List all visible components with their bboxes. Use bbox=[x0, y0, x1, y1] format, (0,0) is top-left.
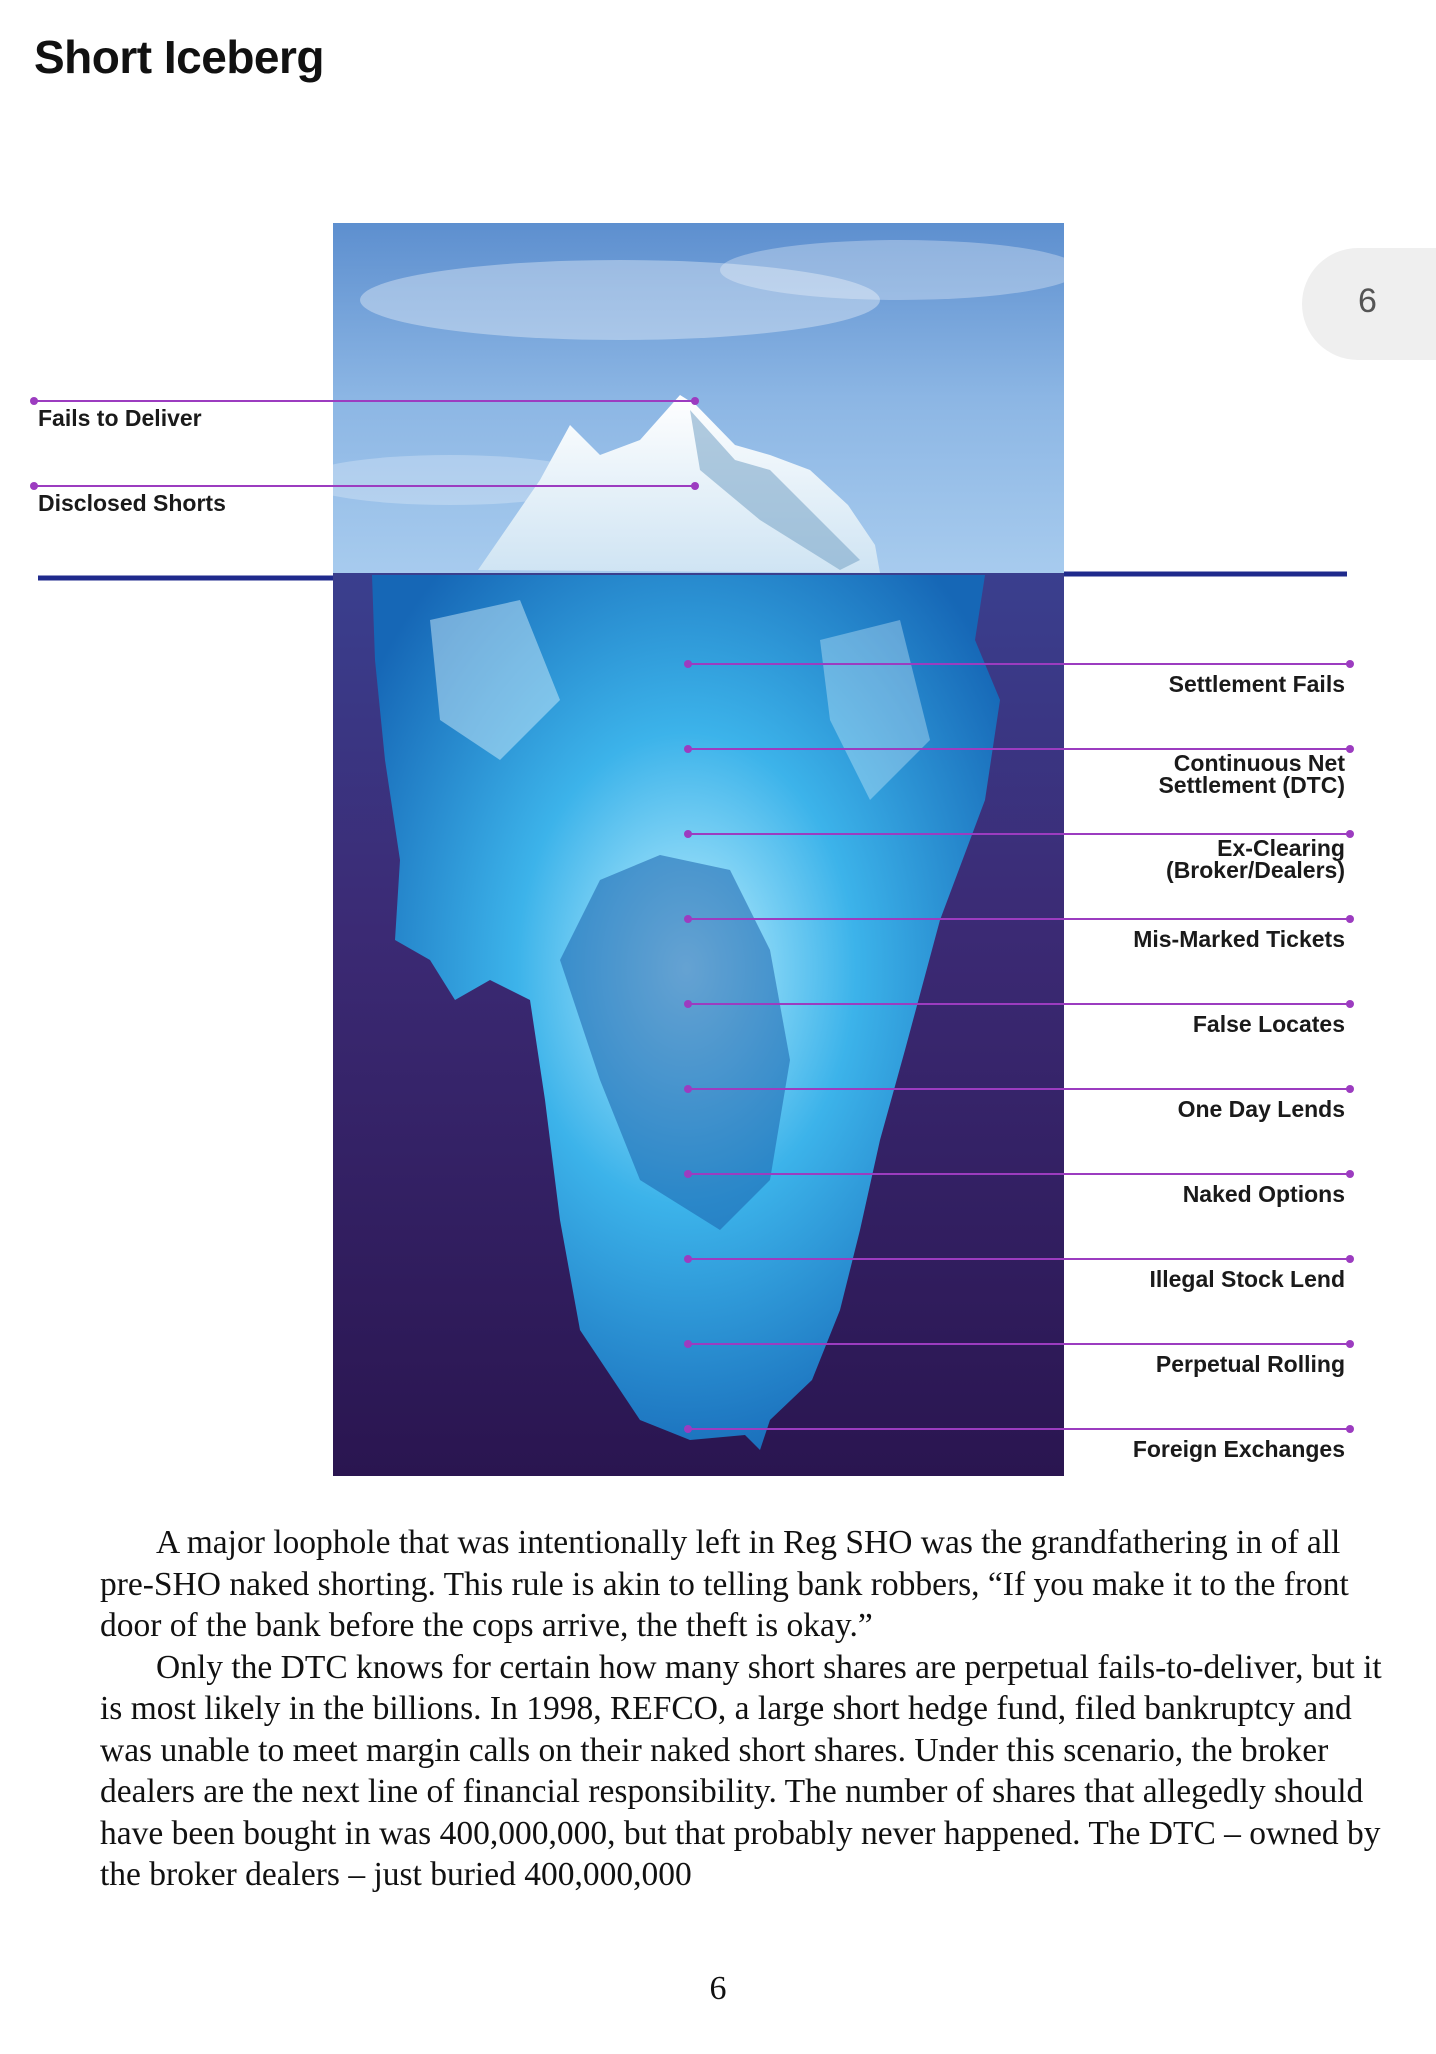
label-illegal-stock-lend: Illegal Stock Lend bbox=[1149, 1266, 1345, 1292]
leader-end-ex-clearing-broker-dealers bbox=[684, 830, 692, 838]
label-settlement-fails: Settlement Fails bbox=[1168, 671, 1345, 697]
leader-dot-perpetual-rolling bbox=[1346, 1340, 1354, 1348]
leader-end-naked-options bbox=[684, 1170, 692, 1178]
label-perpetual-rolling: Perpetual Rolling bbox=[1155, 1351, 1345, 1377]
label-naked-options: Naked Options bbox=[1182, 1181, 1345, 1207]
leader-end-foreign-exchanges bbox=[684, 1425, 692, 1433]
label-false-locates: False Locates bbox=[1192, 1011, 1345, 1037]
leader-end-disclosed-shorts bbox=[691, 482, 699, 490]
label-fails-to-deliver: Fails to Deliver bbox=[38, 405, 202, 431]
leader-end-perpetual-rolling bbox=[684, 1340, 692, 1348]
leader-dot-fails-to-deliver bbox=[30, 397, 38, 405]
page-number: 6 bbox=[709, 1970, 727, 2007]
leader-dot-naked-options bbox=[1346, 1170, 1354, 1178]
leader-end-settlement-fails bbox=[684, 660, 692, 668]
leader-end-mis-marked-tickets bbox=[684, 915, 692, 923]
leader-dot-foreign-exchanges bbox=[1346, 1425, 1354, 1433]
leader-dot-ex-clearing-broker-dealers bbox=[1346, 830, 1354, 838]
leader-dot-illegal-stock-lend bbox=[1346, 1255, 1354, 1263]
label-broker-dealers: (Broker/Dealers) bbox=[1166, 857, 1345, 883]
leader-end-one-day-lends bbox=[684, 1085, 692, 1093]
leader-end-false-locates bbox=[684, 1000, 692, 1008]
leader-end-continuous-net-settlement-dtc bbox=[684, 745, 692, 753]
leader-end-illegal-stock-lend bbox=[684, 1255, 692, 1263]
leader-dot-disclosed-shorts bbox=[30, 482, 38, 490]
leader-dot-settlement-fails bbox=[1346, 660, 1354, 668]
leader-dot-continuous-net-settlement-dtc bbox=[1346, 745, 1354, 753]
body-text bbox=[100, 1522, 1390, 1896]
label-ex-clearing: Ex-Clearing bbox=[1217, 835, 1345, 861]
label-settlement-dtc: Settlement (DTC) bbox=[1158, 772, 1345, 798]
paragraph-2: Only the DTC knows for certain how many short shares are perpetual fails-to-deliver, but it is most likely in the billions. In 1998, REFCO, a large short hedge fund, filed bankruptcy and was unable to meet margin calls on their naked short shares. Under this scenario, the broker dealers are the next line of financial responsibility. The number of shares that allegedly should have been bought in was 400,000,000, but that probably never happened. The DTC – owned by the broker dealers – just buried 400,000,000 bbox=[100, 1648, 1382, 1893]
leader-end-fails-to-deliver bbox=[691, 397, 699, 405]
label-foreign-exchanges: Foreign Exchanges bbox=[1132, 1436, 1345, 1462]
paragraph-1: A major loophole that was intentionally left in Reg SHO was the grandfathering in of all pre-SHO naked shorting. This rule is akin to telling bank robbers, “If you make it to the front door of the bank before the cops arrive, the theft is okay.” bbox=[100, 1524, 1349, 1644]
label-mis-marked-tickets: Mis-Marked Tickets bbox=[1133, 926, 1345, 952]
page-tab-number: 6 bbox=[1358, 282, 1377, 320]
leader-dot-mis-marked-tickets bbox=[1346, 915, 1354, 923]
page-title: Short Iceberg bbox=[34, 31, 325, 83]
label-disclosed-shorts: Disclosed Shorts bbox=[38, 490, 226, 516]
leader-dot-false-locates bbox=[1346, 1000, 1354, 1008]
label-one-day-lends: One Day Lends bbox=[1177, 1096, 1345, 1122]
leader-dot-one-day-lends bbox=[1346, 1085, 1354, 1093]
label-continuous-net: Continuous Net bbox=[1173, 750, 1345, 776]
